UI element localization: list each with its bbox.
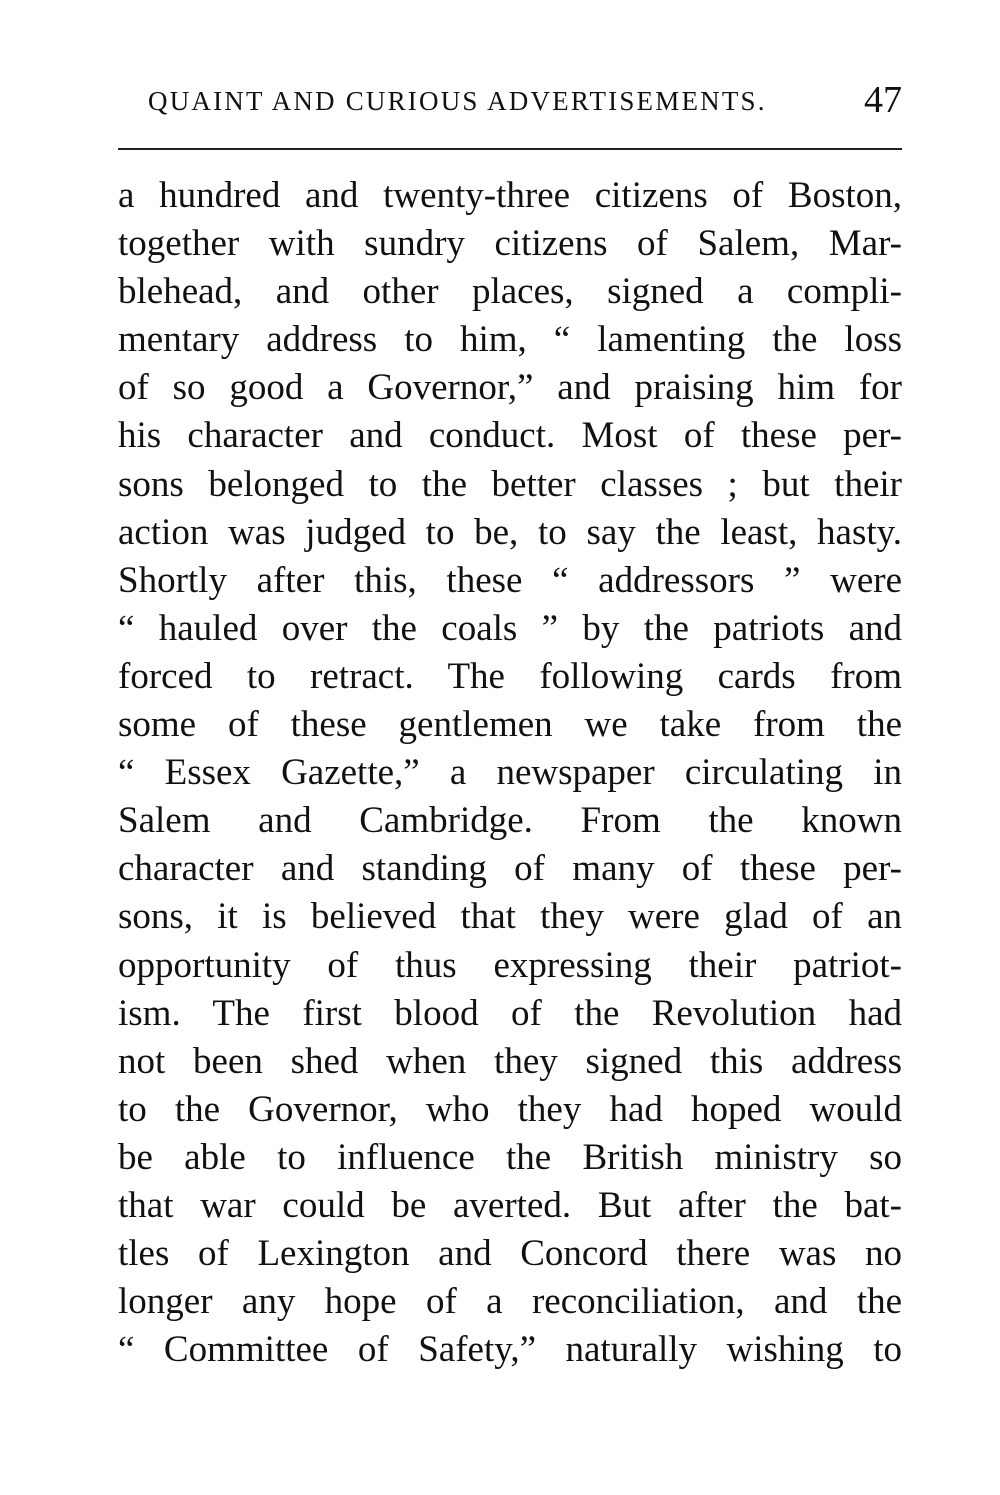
text-line: mentary address to him, “ lamenting the loss [118,319,902,361]
text-line: sons, it is believed that they were glad of an [118,896,902,938]
page-number: 47 [864,79,902,121]
text-line: not been shed when they signed this address [118,1040,902,1082]
text-line: opportunity of thus expressing their patriot- [118,944,902,986]
text-line: of so good a Governor,” and praising him for [118,367,902,409]
text-line: some of these gentlemen we take from the [118,704,902,746]
text-line: to the Governor, who they had hoped would [118,1088,902,1130]
text-line: “ hauled over the coals ” by the patriots and [118,607,902,649]
text-line: longer any hope of a reconciliation, and the [118,1281,902,1323]
text-line: blehead, and other places, signed a compli- [118,271,902,313]
text-line: Salem and Cambridge. From the known [118,800,902,842]
text-line: that war could be averted. But after the bat- [118,1184,902,1226]
text-line: sons belonged to the better classes ; but their [118,463,902,505]
text-line: action was judged to be, to say the least, hasty. [118,511,902,553]
running-title: QUAINT AND CURIOUS ADVERTISEMENTS. [148,86,767,116]
text-line: forced to retract. The following cards from [118,655,902,697]
text-line: together with sundry citizens of Salem, Mar- [118,223,902,265]
text-line: “ Committee of Safety,” naturally wishing to [118,1329,902,1371]
text-line: “ Essex Gazette,” a newspaper circulating in [118,752,902,794]
text-line: ism. The first blood of the Revolution had [118,992,902,1034]
text-line: tles of Lexington and Concord there was no [118,1233,902,1275]
text-line: his character and conduct. Most of these per- [118,415,902,457]
text-line: a hundred and twenty-three citizens of Boston, [118,175,902,216]
text-line: character and standing of many of these per- [118,848,902,890]
body-text [118,172,902,1374]
running-head [118,79,902,130]
text-line: Shortly after this, these “ addressors ” were [118,559,902,601]
text-line: be able to influence the British ministry so [118,1136,902,1178]
header-rule [118,148,902,150]
